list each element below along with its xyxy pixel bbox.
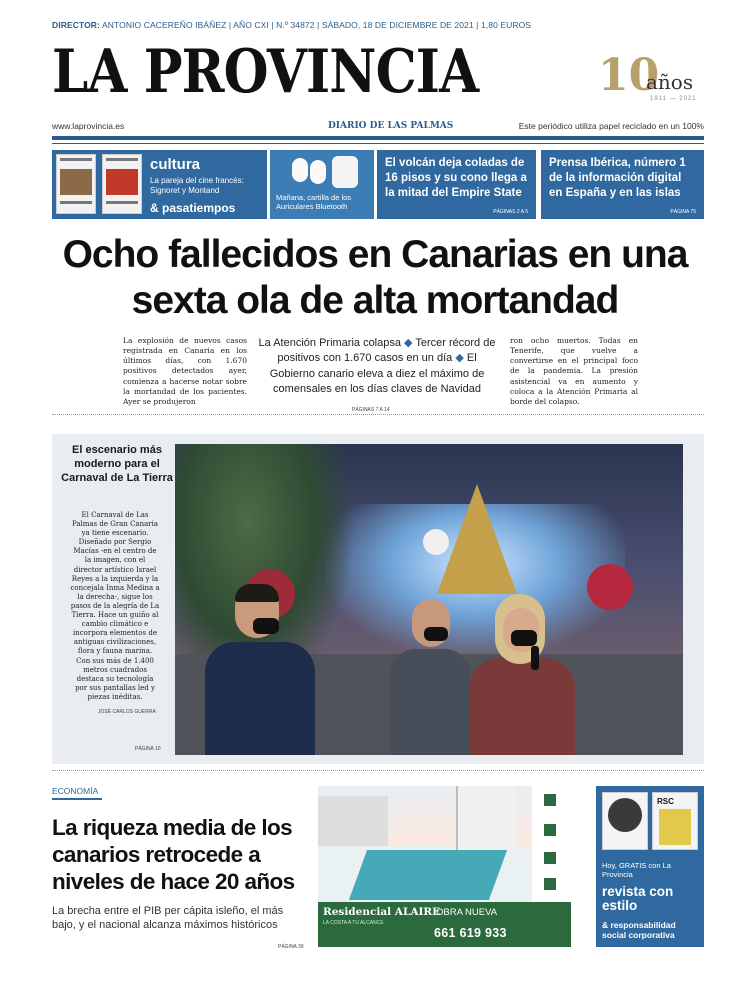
main-page-ref: PÁGINAS 7 A 14	[352, 407, 390, 413]
main-headline[interactable]: Ocho fallecidos en Canarias en una sexta ola de alta mortandad	[62, 233, 688, 323]
feature-title[interactable]: El escenario más moderno para el Carnaval de La Tierra	[61, 444, 173, 484]
person-left	[205, 584, 315, 755]
person-center	[390, 599, 470, 755]
carnival-stage-photo[interactable]	[175, 444, 683, 755]
teaser-gadget-caption: Mañana, cartilla de los Auriculares Bluetooth	[276, 193, 352, 212]
anniversary-word: años	[646, 70, 694, 94]
teaser-cultura-foot: & pasatiempos	[150, 201, 236, 215]
ad-phone[interactable]: 661 619 933	[434, 926, 507, 940]
ad-tagline: LA COSTA A TU ALCANCE	[323, 920, 384, 926]
teaser-prensa[interactable]	[541, 150, 704, 219]
magazine-cover-1	[602, 792, 648, 850]
photo-credit: JOSÉ CARLOS GUERRA	[98, 709, 156, 715]
director-label: DIRECTOR:	[52, 20, 100, 30]
section-divider	[52, 770, 704, 771]
edition-details: ANTONIO CACEREÑO IBÁÑEZ | AÑO CXI | N.º 34872 | SÁBADO, 18 DE DICIEMBRE DE 2021 | 1,80 EUROS	[101, 20, 532, 30]
kicker-rule	[52, 798, 102, 800]
promo-sub: & responsabilidad social corporativa	[602, 920, 676, 941]
teaser-prensa-headline: Prensa Ibérica, número 1 de la información digital en España y en las islas	[549, 157, 686, 199]
person-right	[465, 594, 575, 755]
magazine-cover-2	[652, 792, 698, 850]
masthead-rule-thin	[52, 143, 704, 144]
pool-icon	[544, 824, 556, 836]
main-summary	[254, 336, 500, 398]
recycled-note: Este periódico utiliza papel reciclado en un 100%	[518, 121, 704, 131]
masthead-rule	[52, 136, 704, 140]
teaser-prensa-page: PÁGINA 75	[670, 209, 696, 215]
magazine-thumb-1	[56, 154, 96, 214]
building-icon	[544, 852, 556, 864]
teaser-cultura[interactable]	[52, 150, 267, 219]
masthead-subline	[52, 121, 704, 133]
masthead[interactable]: LA PROVINCIA	[52, 37, 479, 107]
ad-label: OBRA NUEVA	[436, 907, 498, 918]
anniversary-years: 1911 — 2021	[650, 96, 697, 102]
promo-small: Hoy, GRATIS con La Provincia	[602, 861, 671, 880]
promo-title: revista con estilo	[602, 884, 674, 914]
teaser-volcan-headline: El volcán deja coladas de 16 pisos y su cono llega a la mitad del Empire State	[385, 157, 527, 199]
feature-page-ref: PÁGINA 10	[135, 746, 161, 752]
economy-page-ref: PÁGINA 39	[278, 944, 304, 950]
magazine-promo[interactable]	[596, 786, 704, 947]
economy-subhead: La brecha entre el PIB per cápita isleño, el más bajo, y el nacional alcanza máximos históricos	[52, 905, 284, 932]
feature-body: El Carnaval de Las Palmas de Gran Canaria ya tiene escenario. Diseñado por Sergio Macías -en el centro de la imagen, con el director artístico Israel Reyes a la izquierda y la concejala Inma Medina a la derecha-, sigue los pasos de la alegría de La Tierra. Hace un guiño al cambio climático e incorpora elementos de antiguas civilizaciones, flora y fauna marina. Con sus más de 1.400 metros cuadrados destaca su tecnología por sus pantallas led y piezas inéditas.	[70, 511, 160, 701]
anniversary-number: 10	[598, 50, 660, 101]
teaser-volcan[interactable]	[377, 150, 536, 219]
teaser-gadget[interactable]	[270, 150, 374, 219]
diamond-icon: ◆	[404, 337, 413, 349]
parking-icon	[544, 794, 556, 806]
main-lead-right: ron ocho muertos. Todas en Tenerife, que vuelve a convertirse en el principal foco de la pandemia. La presión asistencial va en aumento y coloca a la Atención Primaria al borde del colapso.	[510, 336, 638, 406]
section-divider	[52, 414, 704, 415]
edition-info	[52, 20, 531, 30]
rsc-label: RSC	[657, 797, 674, 806]
earbuds-image	[282, 154, 362, 190]
section-kicker: ECONOMÍA	[52, 786, 99, 796]
diario-label: DIARIO DE LAS PALMAS	[328, 121, 454, 131]
teaser-cultura-title: cultura	[150, 156, 201, 173]
main-lead-left: La explosión de nuevos casos registrada en Canaria en los últimos días, con 1.670 positivos detectados ayer, comienza a hacerse notar sobre la mortandad de los pacientes. Ayer se produjeron	[123, 336, 247, 406]
website-link[interactable]: www.laprovincia.es	[52, 121, 125, 131]
summary-item-1: La Atención Primaria colapsa	[258, 337, 401, 349]
anniversary-logo	[598, 50, 708, 106]
garden-icon	[544, 878, 556, 890]
real-estate-ad[interactable]	[318, 786, 571, 947]
economy-headline[interactable]: La riqueza media de los canarios retrocede a niveles de hace 20 años	[52, 815, 295, 894]
teaser-volcan-page: PÁGINAS 2 A 5	[493, 209, 528, 215]
teaser-cultura-sub: La pareja del cine francés: Signoret y Montand	[150, 176, 244, 195]
ad-brand: Residencial ALAIRE	[323, 906, 441, 918]
summary-item-2: Tercer récord de positivos con 1.670 casos en un día	[277, 337, 496, 365]
diamond-icon: ◆	[455, 352, 464, 365]
magazine-thumb-2	[102, 154, 142, 214]
summary-item-3: El Gobierno canario eleva a diez el máximo de comensales en los días claves de Navidad	[269, 352, 485, 396]
